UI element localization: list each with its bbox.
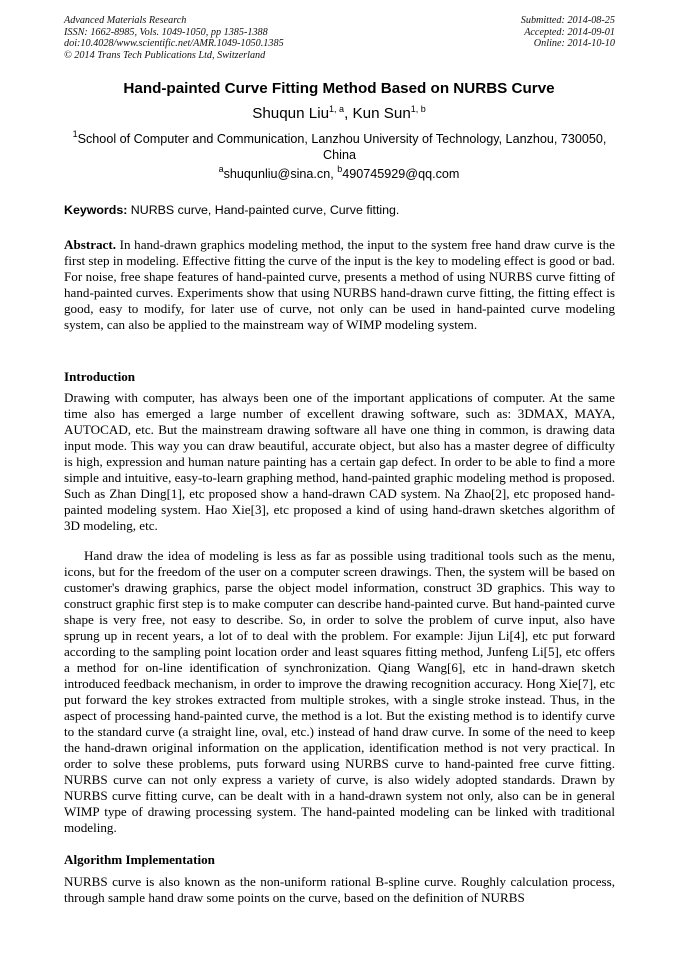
doi-link[interactable]: doi:10.4028/www.scientific.net/AMR.1049-1050.1385 bbox=[64, 38, 284, 50]
email-address[interactable]: 490745929@qq.com bbox=[342, 167, 460, 181]
affiliation-text: School of Computer and Communication, Lanzhou University of Technology, Lanzhou, 730050, China bbox=[77, 132, 607, 162]
issn-line: ISSN: 1662-8985, Vols. 1049-1050, pp 1385-1388 bbox=[64, 26, 268, 38]
abstract-paragraph bbox=[64, 237, 615, 333]
keywords-label: Keywords: bbox=[64, 203, 128, 217]
author-superscript: 1, b bbox=[410, 104, 426, 114]
introduction-paragraph-2: Hand draw the idea of modeling is less as far as possible using traditional tools such as the menu, icons, but for the freedom of the user on a computer screen drawings. Then, the system will be based on customer's drawing graphics, parse the object model information, construct 3D graphics. This way to construct graphic first step is to make computer can describe hand-painted curve. But hand-painted curve shape is very free, not easy to describe. So, in order to solve the problem of curve input, also have sprung up in recent years, a lot of to deal with the problem. For example: Jijun Li[4], etc put forward according to the sampling point location order and least squares fitting method, Junfeng Li[5], etc offers a method for on-line identification of synchronization. Qiang Wang[6], etc in hand-drawn sketch introduced feedback mechanism, in order to improve the drawing recognition accuracy. Hong Xie[7], etc put forward the key strokes extracted from multiple strokes, with a single stroke instead. Thus, in the aspect of processing hand-painted curve, the method is a lot. But the existing method is to identify curve to the standard curve (a straight line, oval, etc.) instead of hand draw curve. In some of the need to keep the hand-drawn original information on the application, identification method is not very practical. In order to solve these problems, puts forward using NURBS curve to hand-painted free curve fitting. NURBS curve can not only express a variety of curve, is also widely adopted standards. Drawn by NURBS curve fitting curve, can be dealt with in a hand-drawn system not only, also can be in general WIMP type of drawing processing system. The hand-painted modeling can be linked with traditional modeling. bbox=[64, 548, 615, 835]
publication-dates bbox=[521, 15, 615, 50]
email-superscript: b bbox=[337, 164, 343, 174]
email-separator: , bbox=[330, 167, 338, 181]
introduction-heading: Introduction bbox=[64, 369, 136, 384]
algorithm-paragraph-1: NURBS curve is also known as the non-uniform rational B-spline curve. Roughly calculation process, through sample hand draw some points on the curve, based on the definition of NURBS bbox=[64, 874, 615, 905]
journal-name: Advanced Materials Research bbox=[64, 15, 187, 26]
author-name: Kun Sun bbox=[352, 105, 411, 122]
affiliation-superscript: 1 bbox=[72, 129, 78, 139]
accepted-date: Accepted: 2014-09-01 bbox=[524, 26, 615, 38]
author-name: Shuqun Liu bbox=[252, 105, 330, 122]
author-superscript: 1, a bbox=[329, 104, 345, 114]
online-date: Online: 2014-10-10 bbox=[533, 38, 615, 50]
keywords-text: NURBS curve, Hand-painted curve, Curve fitting. bbox=[127, 203, 400, 217]
algorithm-heading: Algorithm Implementation bbox=[64, 852, 215, 867]
abstract-label: Abstract. bbox=[64, 237, 116, 252]
email-list bbox=[0, 166, 678, 182]
paper-title: Hand-painted Curve Fitting Method Based on NURBS Curve bbox=[123, 80, 555, 97]
submitted-date: Submitted: 2014-08-25 bbox=[520, 15, 615, 26]
introduction-paragraph-1: Drawing with computer, has always been one of the important applications of computer. At the same time also has emerged a large number of excellent drawing software, such as: 3DMAX, MAYA, AUTOCAD, etc. But the mainstream drawing software all have one thing in common, is drawing data input mode. This way you can draw beautiful, accurate object, but also has a master degree of difficulty is high, expression and human nature painting has a certain gap defect. In order to be able to find a more simple and intuitive, easy-to-learn graphing method, hand-painted graphic modeling method is proposed. Such as Zhan Ding[1], etc proposed show a hand-drawn CAD system. Na Zhao[2], etc proposed hand-painted modeling system. Hao Xie[3], etc proposed a kind of using hand-drawn sketches algorithm of 3D modeling, etc. bbox=[64, 390, 615, 533]
copyright-line: © 2014 Trans Tech Publications Ltd, Switzerland bbox=[64, 49, 266, 61]
keywords bbox=[64, 202, 615, 218]
publication-info bbox=[64, 15, 284, 61]
email-superscript: a bbox=[218, 164, 224, 174]
abstract-text: In hand-drawn graphics modeling method, the input to the system free hand draw curve is the first step in modeling. Effective fitting the curve of the input is the key to modeling effect is good or bad. For noise, free shape features of hand-painted curve, presents a method of using NURBS curve fitting of hand-painted curves. Experiments show that using NURBS hand-drawn curve fitting, the fitting effect is good, easy to modify, for later use of curve, not only can be used in hand-painted curve modeling system, can also be applied to the mainstream way of WIMP modeling system. bbox=[64, 237, 615, 332]
author-list bbox=[0, 104, 678, 124]
author-separator: , bbox=[344, 105, 353, 122]
affiliation bbox=[64, 131, 615, 163]
email-address[interactable]: shuqunliu@sina.cn bbox=[223, 167, 331, 181]
